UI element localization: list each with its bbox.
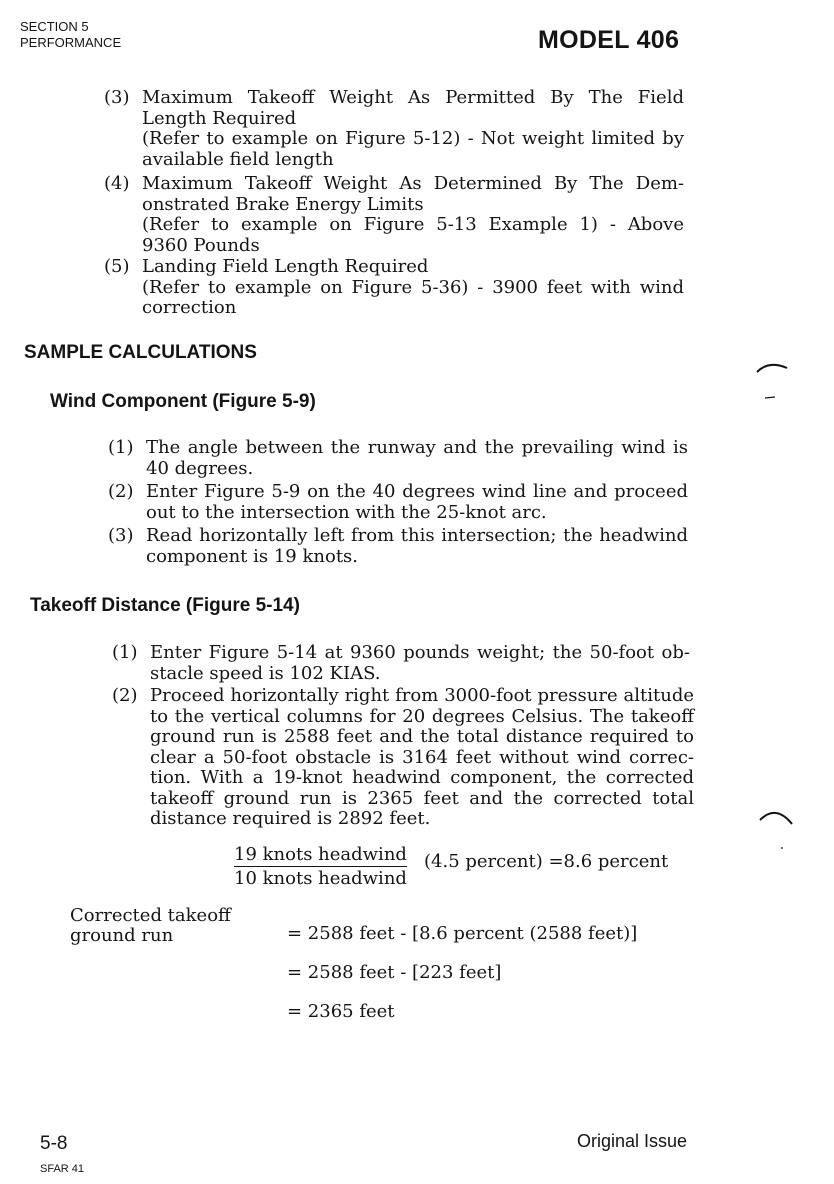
section-title: PERFORMANCE [20,35,122,50]
model-title: MODEL 406 [538,26,680,54]
list-item [112,643,690,684]
step-text: 40 degrees. [146,457,254,479]
page-number: 5-8 [40,1133,68,1154]
issue-label: Original Issue [577,1131,688,1151]
step-text: out to the intersection with the 25-knot arc. [146,501,547,523]
sfar-label: SFAR 41 [40,1163,85,1175]
calc-label-line: Corrected takeoff [70,905,231,926]
step-text: component is 19 knots. [146,545,359,567]
list-item [104,88,684,170]
item-text: Landing Field Length Required [142,256,429,277]
section-heading: SAMPLE CALCULATIONS [24,342,257,363]
step-text: to the vertical columns for 20 degrees Celsius. The takeoff [150,705,694,727]
step-text: tion. With a 19-knot headwind component, the corrected [150,767,694,788]
step-text: stacle speed is 102 KIAS. [150,662,381,684]
list-item [112,686,694,830]
step-number: (1) [112,642,138,663]
scan-mark [758,806,798,856]
list-item [104,257,684,319]
section-number: SECTION 5 [20,19,89,34]
fraction [234,845,407,889]
step-text: takeoff ground run is 2365 feet and the corrected total [150,787,694,809]
calc-equation: = 2365 feet [287,1001,395,1022]
calc-equation: = 2588 feet - [8.6 percent (2588 feet)] [287,923,638,944]
section-header [20,19,121,51]
fraction-denominator: 10 knots headwind [234,868,407,889]
item-number: (3) [104,87,130,108]
step-text: distance required is 2892 feet. [150,808,431,829]
fraction-multiplier: (4.5 percent) =8.6 percent [424,851,669,872]
list-item [108,438,688,479]
item-reference: correction [142,297,237,318]
calc-label [70,906,231,946]
calc-equation: = 2588 feet - [223 feet] [287,962,502,983]
step-text: Proceed horizontally right from 3000-foot pressure altitude [150,685,694,706]
step-number: (1) [108,437,134,458]
item-reference: (Refer to example on Figure 5-36) - 3900 feet with wind [142,276,684,298]
item-text: Maximum Takeoff Weight As Permitted By The Field [142,87,684,108]
calc-label-line: ground run [70,925,174,946]
item-text: Maximum Takeoff Weight As Determined By The Dem- [142,173,684,194]
item-reference: 9360 Pounds [142,234,260,256]
list-item [104,174,684,256]
step-number: (2) [108,481,134,502]
item-reference: (Refer to example on Figure 5-13 Example 1) - Above [142,214,684,235]
step-text: Enter Figure 5-14 at 9360 pounds weight; the 50-foot ob- [150,642,690,663]
item-text: onstrated Brake Energy Limits [142,193,424,215]
item-reference: available field length [142,148,334,170]
fraction-numerator: 19 knots headwind [234,844,407,865]
step-text: Enter Figure 5-9 on the 40 degrees wind line and proceed [146,481,688,502]
item-number: (4) [104,173,130,194]
step-text: Read horizontally left from this intersection; the headwind [146,525,688,546]
step-number: (2) [112,685,138,706]
item-text: Length Required [142,107,297,129]
wind-component-heading: Wind Component (Figure 5-9) [50,391,316,412]
item-number: (5) [104,256,130,277]
step-text: ground run is 2588 feet and the total distance required to [150,726,694,747]
scan-mark [755,358,795,408]
takeoff-distance-heading: Takeoff Distance (Figure 5-14) [30,595,300,616]
step-number: (3) [108,525,134,546]
list-item [108,526,688,567]
item-reference: (Refer to example on Figure 5-12) - Not weight limited by [142,128,684,149]
step-text: The angle between the runway and the prevailing wind is [146,437,688,458]
step-text: clear a 50-foot obstacle is 3164 feet without wind correc- [150,746,694,768]
list-item [108,482,688,523]
